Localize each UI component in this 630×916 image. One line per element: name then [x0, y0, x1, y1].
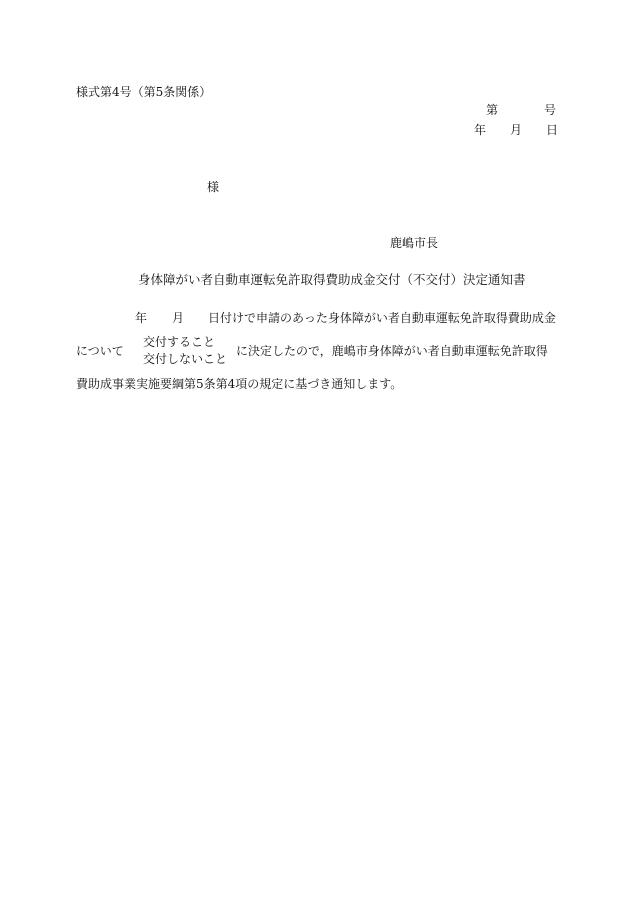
body-line3-text: 費助成事業実施要綱第5条第4項の規定に基づき通知します。	[76, 377, 403, 391]
body-month-label: 月	[172, 311, 185, 325]
date-day-label: 日	[546, 123, 559, 137]
document-title: 身体障がい者自動車運転免許取得費助成金交付（不交付）決定通知書	[138, 272, 526, 287]
date-month-label: 月	[510, 123, 523, 137]
document-number-prefix: 第	[486, 103, 499, 117]
addressee-honorific: 様	[207, 180, 220, 194]
form-number-label: 様式第4号（第5条関係）	[76, 85, 212, 99]
body-line1-text: 日付けで申請のあった身体障がい者自動車運転免許取得費助成金	[208, 311, 556, 325]
issuer-name: 鹿嶋市長	[390, 236, 439, 250]
choice-deny-option: 交付しないこと	[143, 352, 228, 366]
body-year-label: 年	[135, 311, 148, 325]
document-number-suffix: 号	[544, 103, 557, 117]
body-line2-suffix: に決定したので，鹿嶋市身体障がい者自動車運転免許取得	[236, 344, 548, 358]
date-year-label: 年	[474, 123, 487, 137]
choice-grant-option: 交付すること	[143, 335, 216, 349]
body-line2-prefix: について	[76, 344, 124, 358]
